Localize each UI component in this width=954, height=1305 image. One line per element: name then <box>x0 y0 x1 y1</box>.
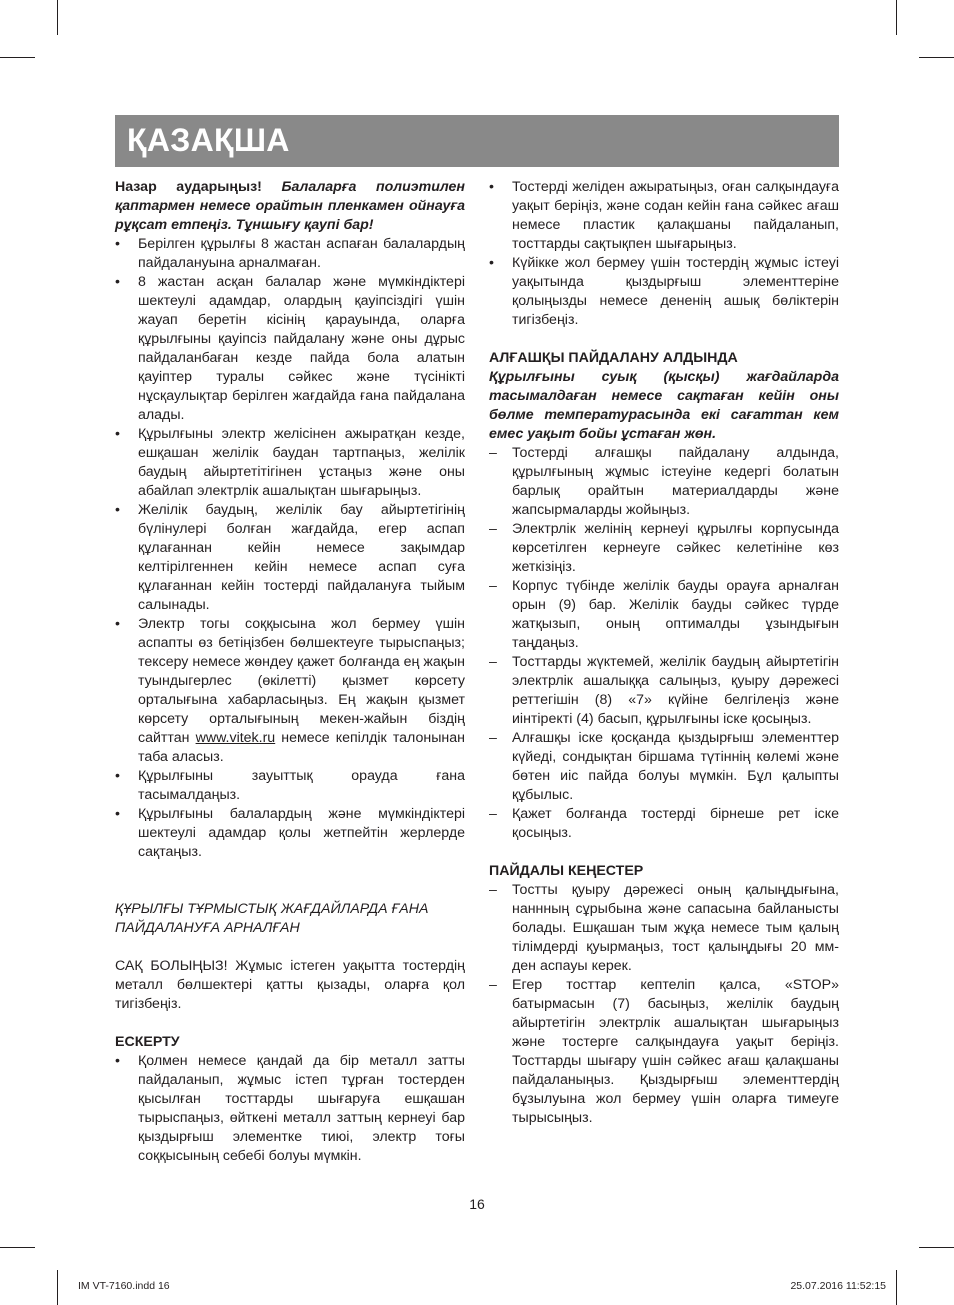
list-item <box>489 729 839 805</box>
list-item-text: 8 жастан асқан балалар және мүмкіндіктері шектеулі адамдар, олардың қауіпсіздігі үшін жауап беретін кісінің қарауында, оларға құрылғыны қауіпсіз пайдалану және оны дұрыс пайдаланбаған кезде пайда бола алатын қауіптер туралы сәйкес және түсінікті нұсқаулықтар берілген жағдайда ғана пайдалана алады. <box>138 274 465 423</box>
dash-marker: – <box>489 977 497 993</box>
language-header-band <box>115 115 839 167</box>
crop-mark <box>919 1247 954 1248</box>
list-item <box>489 881 839 976</box>
dash-marker: – <box>489 654 497 670</box>
list-item <box>489 577 839 653</box>
dash-marker: – <box>489 806 497 822</box>
crop-mark <box>919 57 954 58</box>
list-item-text: Құрылғыны зауыттық орауда ғана тасымалдаңыз. <box>138 768 465 803</box>
list-item <box>489 653 839 729</box>
bullet-marker: • <box>115 502 120 518</box>
list-item <box>115 425 465 501</box>
dash-marker: – <box>489 521 497 537</box>
dash-marker: – <box>489 882 497 898</box>
list-item-text: Егер тосттар кептеліп қалса, «STOP» батырмасын (7) басыңыз, желілік баудың айыртетігін электрлік ашалықтан шығарыңыз және тостерге салқындауға уақыт беріңіз. Тосттарды шығару үшін сәйкес ағаш қалақшаны пайдаланыңыз. Қыздырғыш элементтердің бұзылуына жол бермеу үшін оларға тимеуге тырысыңыз. <box>512 977 839 1126</box>
list-item <box>115 1052 465 1166</box>
bullet-marker: • <box>115 1053 120 1069</box>
list-item-text: Құрылғыны балалардың және мүмкіндіктері шектеулі адамдар қолы жетпейтін жерлерде сақтаңыз. <box>138 806 465 860</box>
crop-mark <box>0 57 35 58</box>
dash-marker: – <box>489 730 497 746</box>
caution-paragraph: САҚ БОЛЫҢЫЗ! Жұмыс істеген уақытта тостердің металл бөлшектері қатты қызады, оларға қол тигізбеңіз. <box>115 958 465 1012</box>
list-item <box>115 615 465 767</box>
note-list-continued <box>489 178 839 330</box>
language-title: ҚАЗАҚША <box>127 122 290 158</box>
list-item-text: Алғашқы іске қосқанда қыздырғыш элементтер күйеді, сондықтан біршама түтіннің көлемі және бөтен иіс пайда болуы мүмкін. Бұл қалыпты құбылыс. <box>512 730 839 803</box>
list-item <box>489 976 839 1128</box>
list-item-text: Күйікке жол бермеу үшін тостердің жұмыс істеуі уақытында қыздырғыш элементтеріне қолыңызды немесе дененің ашық бөліктерін тигізбеңіз. <box>512 255 839 328</box>
right-column <box>489 178 839 1128</box>
list-item-text: Электр тогы соққысына жол бермеу үшін аспапты өз бетіңізбен бөлшектеуге тырыспаңыз; тексеру немесе жөндеу қажет болғанда ең жақын туындыгерлес (өкілетті) қызмет көрсету орталығына хабарласыңыз. Ең жақын қызмет көрсету орталығының мекен-жайын біздің сайттан <box>138 616 465 746</box>
bullet-marker: • <box>489 179 494 195</box>
list-item <box>115 501 465 615</box>
list-item-text: Тостерді желіден ажыратыңыз, оған салқындауға уақыт беріңіз, және содан кейін ғана сәйкес ағаш немесе пластик қалақшаны пайдаланып, тосттарды сақтықпен шығарыңыз. <box>512 179 839 252</box>
list-item-text: Тостты қуыру дәрежесі оның қалыңдығына, наннның сұрыбына және сапасына байланысты болады. Ешқашан тым жұқа немесе тым қалың тілімдерді қуырмаңыз, тост қалыңдығы 20 мм-ден аспауы керек. <box>512 882 839 974</box>
dash-marker: – <box>489 445 497 461</box>
first-use-list <box>489 444 839 843</box>
note-list <box>115 1052 465 1166</box>
crop-mark <box>57 1270 58 1305</box>
list-item-text: Электрлік желінің кернеуі құрылғы корпусында көрсетілген кернеуге сәйкес келетініне көз жеткізіңіз. <box>512 521 839 575</box>
crop-mark <box>0 1247 35 1248</box>
list-item-text: Корпус түбінде желілік бауды орауға арналған орын (9) бар. Желілік бауды сәйкес түрде жатқызып, оның оптималды ұзындығын таңдаңыз. <box>512 578 839 651</box>
list-item <box>115 805 465 862</box>
footer-timestamp: 25.07.2016 11:52:15 <box>790 1280 886 1292</box>
bullet-marker: • <box>489 255 494 271</box>
left-column <box>115 178 465 1166</box>
note-heading: ЕСКЕРТУ <box>115 1034 180 1050</box>
list-item <box>489 178 839 254</box>
bullet-marker: • <box>115 806 120 822</box>
footer-file-info: IM VT-7160.indd 16 <box>78 1280 170 1292</box>
list-item <box>489 805 839 843</box>
page-number: 16 <box>469 1196 485 1212</box>
list-item <box>115 235 465 273</box>
list-item <box>115 767 465 805</box>
list-item <box>489 254 839 330</box>
warning-label: Назар аударыңыз! <box>115 179 262 195</box>
list-item <box>115 273 465 425</box>
first-use-heading: АЛҒАШҚЫ ПАЙДАЛАНУ АЛДЫНДА <box>489 350 738 366</box>
list-item <box>489 444 839 520</box>
bullet-marker: • <box>115 616 120 632</box>
dash-marker: – <box>489 578 497 594</box>
list-item-text: Берілген құрылғы 8 жастан аспаған балалардың пайдалануына арналмаған. <box>138 236 465 271</box>
crop-mark <box>896 1270 897 1305</box>
list-item-text: немесе кепілдік талонынан таба аласыз. <box>138 730 465 765</box>
list-item-text: Құрылғыны электр желісінен ажыратқан кезде, ешқашан желілік баудан тартпаңыз, желілік баудың айыртетітігінен ұстаңыз және оны абайлап электрлік ашалықтан шығарыңыз. <box>138 426 465 499</box>
website-link[interactable]: www.vitek.ru <box>195 730 276 746</box>
list-item-text: Қолмен немесе қандай да бір металл затты пайдаланып, жұмыс істеп тұрған тостерден қысылған тосттарды шығаруға ешқашан тырыспаңыз, өйткені металл заттың кернеуі бар қыздырғыш элементке тиюі, электр тоғы соққысының себебі болуы мүмкін. <box>138 1053 465 1164</box>
crop-mark <box>57 0 58 35</box>
bullet-marker: • <box>115 274 120 290</box>
warning-paragraph <box>115 178 465 235</box>
list-item-text: Желілік баудың, желілік бау айыртетігінің бүлінулері болған жағдайда, егер аспап құлағаннан кейін немесе зақымдар келтірілгеннен кейін немесе аспап суға құлағаннан кейін тостерді пайдалануға тыйым салынады. <box>138 502 465 613</box>
bullet-marker: • <box>115 768 120 784</box>
first-use-intro: Құрылғыны суық (қысқы) жағдайларда тасымалдаған немесе сақтаған кейін оны бөлме температурасында екі сағаттан кем емес уақыт бойы ұстаған жөн. <box>489 369 839 442</box>
household-note: ҚҰРЫЛҒЫ ТҰРМЫСТЫҚ ЖАҒДАЙЛАРДА ҒАНА ПАЙДАЛАНУҒА АРНАЛҒАН <box>115 901 429 936</box>
list-item-text: Қажет болғанда тостерді бірнеше рет іске қосыңыз. <box>512 806 839 841</box>
tips-heading: ПАЙДАЛЫ КЕҢЕСТЕР <box>489 863 644 879</box>
tips-list <box>489 881 839 1128</box>
list-item <box>489 520 839 577</box>
list-item-text: Тосттарды жүктемей, желілік баудың айыртетігін электрлік ашалыққа салыңыз, қуыру дәрежесі реттегішін (8) «7» күйіне белгілеңіз және иінтіректі (4) басып, құрылғыны іске қосыңыз. <box>512 654 839 727</box>
safety-list <box>115 235 465 862</box>
crop-mark <box>896 0 897 35</box>
list-item-text: Тостерді алғашқы пайдалану алдында, құрылғының жұмыс істеуіне кедергі болатын барлық орайтын материалдарды және жапсырмаларды жойыңыз. <box>512 445 839 518</box>
warning-text: Балаларға полиэтилен қаптармен немесе орайтын пленкамен ойнауға рұқсат етпеңіз. Тұншығу қаупі бар! <box>115 179 465 233</box>
bullet-marker: • <box>115 426 120 442</box>
bullet-marker: • <box>115 236 120 252</box>
